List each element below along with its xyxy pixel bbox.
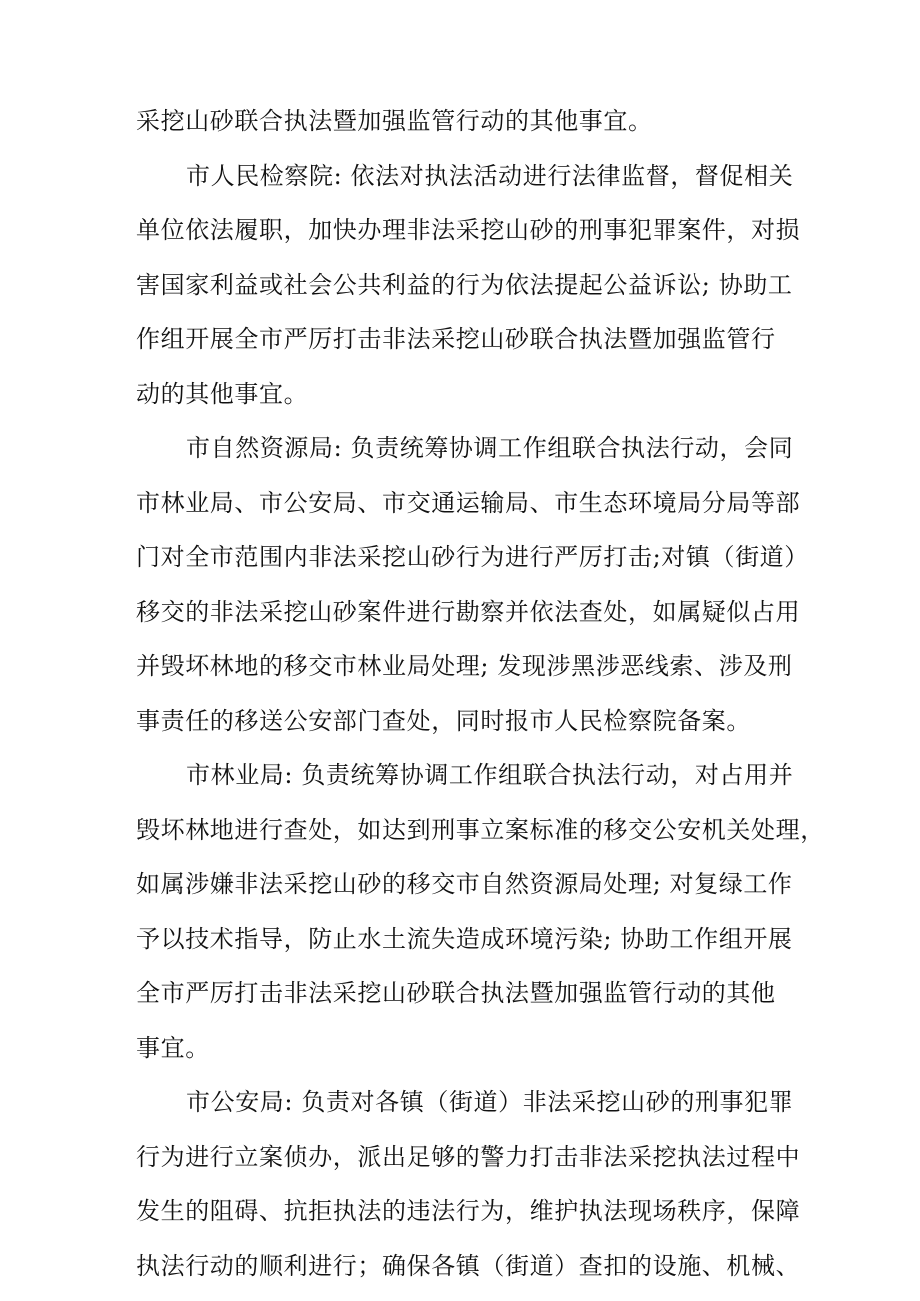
text-line: 执法行动的顺利进行；确保各镇（街道）查扣的设施、机械、 <box>136 1251 801 1280</box>
text-line: 毁坏林地进行查处，如达到刑事立案标准的移交公安机关处理， <box>136 815 825 844</box>
text-line: 全市严厉打击非法采挖山砂联合执法暨加强监管行动的其他 <box>136 979 776 1007</box>
text-line: 事责任的移送公安部门查处，同时报市人民检察院备案。 <box>136 706 751 735</box>
text-line: 作组开展全市严厉打击非法采挖山砂联合执法暨加强监管行 <box>136 325 776 353</box>
text-line: 并毁坏林地的移交市林业局处理; 发现涉黑涉恶线索、涉及刑 <box>136 652 793 680</box>
text-line: 发生的阻碍、抗拒执法的违法行为，维护执法现场秩序，保障 <box>136 1197 801 1225</box>
document-page <box>136 94 825 1293</box>
text-line: 动的其他事宜。 <box>136 379 309 408</box>
text-line: 市林业局、市公安局、市交通运输局、市生态环境局分局等部 <box>136 488 801 517</box>
text-line: 市人民检察院: 依法对执法活动进行法律监督，督促相关 <box>186 161 794 190</box>
text-line: 门对全市范围内非法采挖山砂行为进行严厉打击;对镇（街道） <box>136 543 809 571</box>
text-line: 予以技术指导，防止水土流失造成环境污染; 协助工作组开展 <box>136 924 793 953</box>
text-line: 采挖山砂联合执法暨加强监管行动的其他事宜。 <box>136 107 653 135</box>
text-line: 单位依法履职，加快办理非法采挖山砂的刑事犯罪案件，对损 <box>136 216 801 244</box>
text-line: 市公安局: 负责对各镇（街道）非法采挖山砂的刑事犯罪 <box>186 1088 794 1116</box>
text-line: 市林业局: 负责统筹协调工作组联合执法行动，对占用并 <box>186 761 794 789</box>
text-line: 移交的非法采挖山砂案件进行勘察并依法查处，如属疑似占用 <box>136 597 801 626</box>
text-line: 如属涉嫌非法采挖山砂的移交市自然资源局处理; 对复绿工作 <box>136 870 793 898</box>
text-line: 行为进行立案侦办，派出足够的警力打击非法采挖执法过程中 <box>136 1142 801 1171</box>
text-line: 事宜。 <box>136 1033 210 1062</box>
text-line: 害国家利益或社会公共利益的行为依法提起公益诉讼; 协助工 <box>136 270 793 299</box>
text-line: 市自然资源局: 负责统筹协调工作组联合执法行动，会同 <box>186 434 794 462</box>
